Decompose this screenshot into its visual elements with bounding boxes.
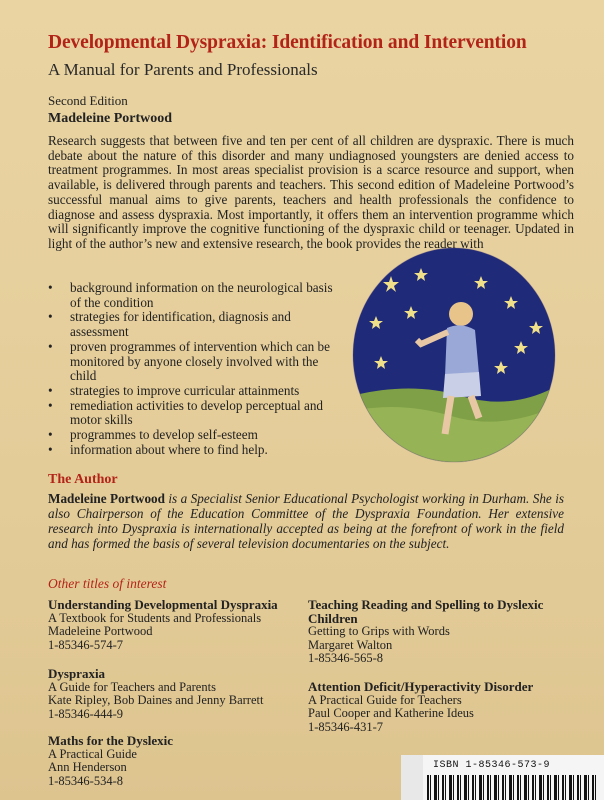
related-book bbox=[48, 598, 288, 652]
bullet-icon: • bbox=[48, 397, 53, 413]
related-book-title: Understanding Developmental Dyspraxia bbox=[48, 597, 278, 612]
related-book-isbn: 1-85346-565-8 bbox=[308, 651, 383, 666]
bullet-icon: • bbox=[48, 441, 53, 457]
feature-list bbox=[48, 281, 338, 457]
author-heading: The Author bbox=[48, 472, 118, 487]
related-book-isbn: 1-85346-574-7 bbox=[48, 637, 123, 652]
book-subtitle: A Manual for Parents and Professionals bbox=[48, 60, 318, 79]
related-book bbox=[308, 680, 568, 734]
related-book-subtitle: A Guide for Teachers and Parents bbox=[48, 679, 216, 694]
related-book-title: Maths for the Dyslexic bbox=[48, 733, 174, 748]
related-book-title: Attention Deficit/Hyperactivity Disorder bbox=[308, 679, 534, 694]
related-book bbox=[308, 598, 568, 666]
author-bio-name: Madeleine Portwood bbox=[48, 491, 165, 506]
author-bio-text: is a Specialist Senior Educational Psychologist working in Durham. She is also Chairperson of the Education Committee of the Dyspraxia Foundation. Her extensive research into Dyspraxia is internationally accepted as being at the forefront of work in the field and has formed the basis of several television documentaries on the subject. bbox=[48, 491, 564, 551]
bullet-icon: • bbox=[48, 280, 53, 295]
related-book-subtitle: A Practical Guide bbox=[48, 746, 137, 761]
related-book-title: Teaching Reading and Spelling to Dyslexic Children bbox=[308, 597, 544, 626]
related-book-subtitle: A Textbook for Students and Professionals bbox=[48, 610, 262, 625]
blurb-paragraph: Research suggests that between five and ten per cent of all children are dyspraxic. There is much debate about the nature of this disorder and many undiagnosed youngsters are denied access to treatment programmes. In most areas specialist provision is a scarce resource and support, when available, is delivered through parents and teachers. This second edition of Madeleine Portwood’s successful manual aims to give parents, teachers and health professionals the confidence to diagnose and assess dyspraxia. Most importantly, it offers them an intervention programme which will significantly improve the cognitive functioning of the dyspraxic child or teenager. Updated in light of the author’s new and extensive research, the book provides the reader with bbox=[48, 133, 574, 251]
bullet-icon: • bbox=[48, 382, 53, 398]
related-book-subtitle: A Practical Guide for Teachers bbox=[308, 692, 462, 707]
cover-illustration bbox=[351, 246, 557, 464]
barcode-label bbox=[401, 755, 604, 800]
related-book-author: Paul Cooper and Katherine Ideus bbox=[308, 706, 474, 721]
list-item: • background information on the neurological basis of the condition bbox=[48, 280, 333, 310]
related-book-isbn: 1-85346-431-7 bbox=[308, 719, 383, 734]
related-book-author: Madeleine Portwood bbox=[48, 624, 153, 639]
barcode-margin bbox=[401, 755, 423, 800]
list-item: • proven programmes of intervention which can be monitored by anyone closely involved with the child bbox=[48, 338, 331, 384]
related-book-subtitle: Getting to Grips with Words bbox=[308, 624, 450, 639]
barcode-icon bbox=[427, 775, 597, 800]
related-book-author: Margaret Walton bbox=[308, 637, 393, 652]
related-book-title: Dyspraxia bbox=[48, 666, 106, 681]
bullet-icon: • bbox=[48, 427, 53, 443]
author-bio bbox=[48, 491, 564, 551]
bullet-icon: • bbox=[48, 309, 53, 325]
author-name: Madeleine Portwood bbox=[48, 111, 173, 126]
related-book bbox=[48, 667, 288, 721]
other-titles-heading: Other titles of interest bbox=[48, 576, 167, 591]
list-item: • information about where to find help. bbox=[48, 441, 268, 457]
list-item: • remediation activities to develop perceptual and motor skills bbox=[48, 397, 324, 428]
related-book-isbn: 1-85346-444-9 bbox=[48, 706, 123, 721]
bullet-icon: • bbox=[48, 338, 53, 354]
isbn-text: ISBN 1-85346-573-9 bbox=[433, 760, 551, 771]
related-book-isbn: 1-85346-534-8 bbox=[48, 773, 123, 788]
edition-label: Second Edition bbox=[48, 93, 128, 108]
book-title: Developmental Dyspraxia: Identification and Intervention bbox=[48, 32, 527, 53]
list-item: • programmes to develop self-esteem bbox=[48, 427, 258, 443]
list-item: • strategies for identification, diagnosis and assessment bbox=[48, 309, 291, 340]
related-book-author: Kate Ripley, Bob Daines and Jenny Barrett bbox=[48, 693, 264, 708]
list-item: • strategies to improve curricular attainments bbox=[48, 382, 300, 398]
related-book bbox=[48, 734, 288, 788]
related-book-author: Ann Henderson bbox=[48, 760, 127, 775]
